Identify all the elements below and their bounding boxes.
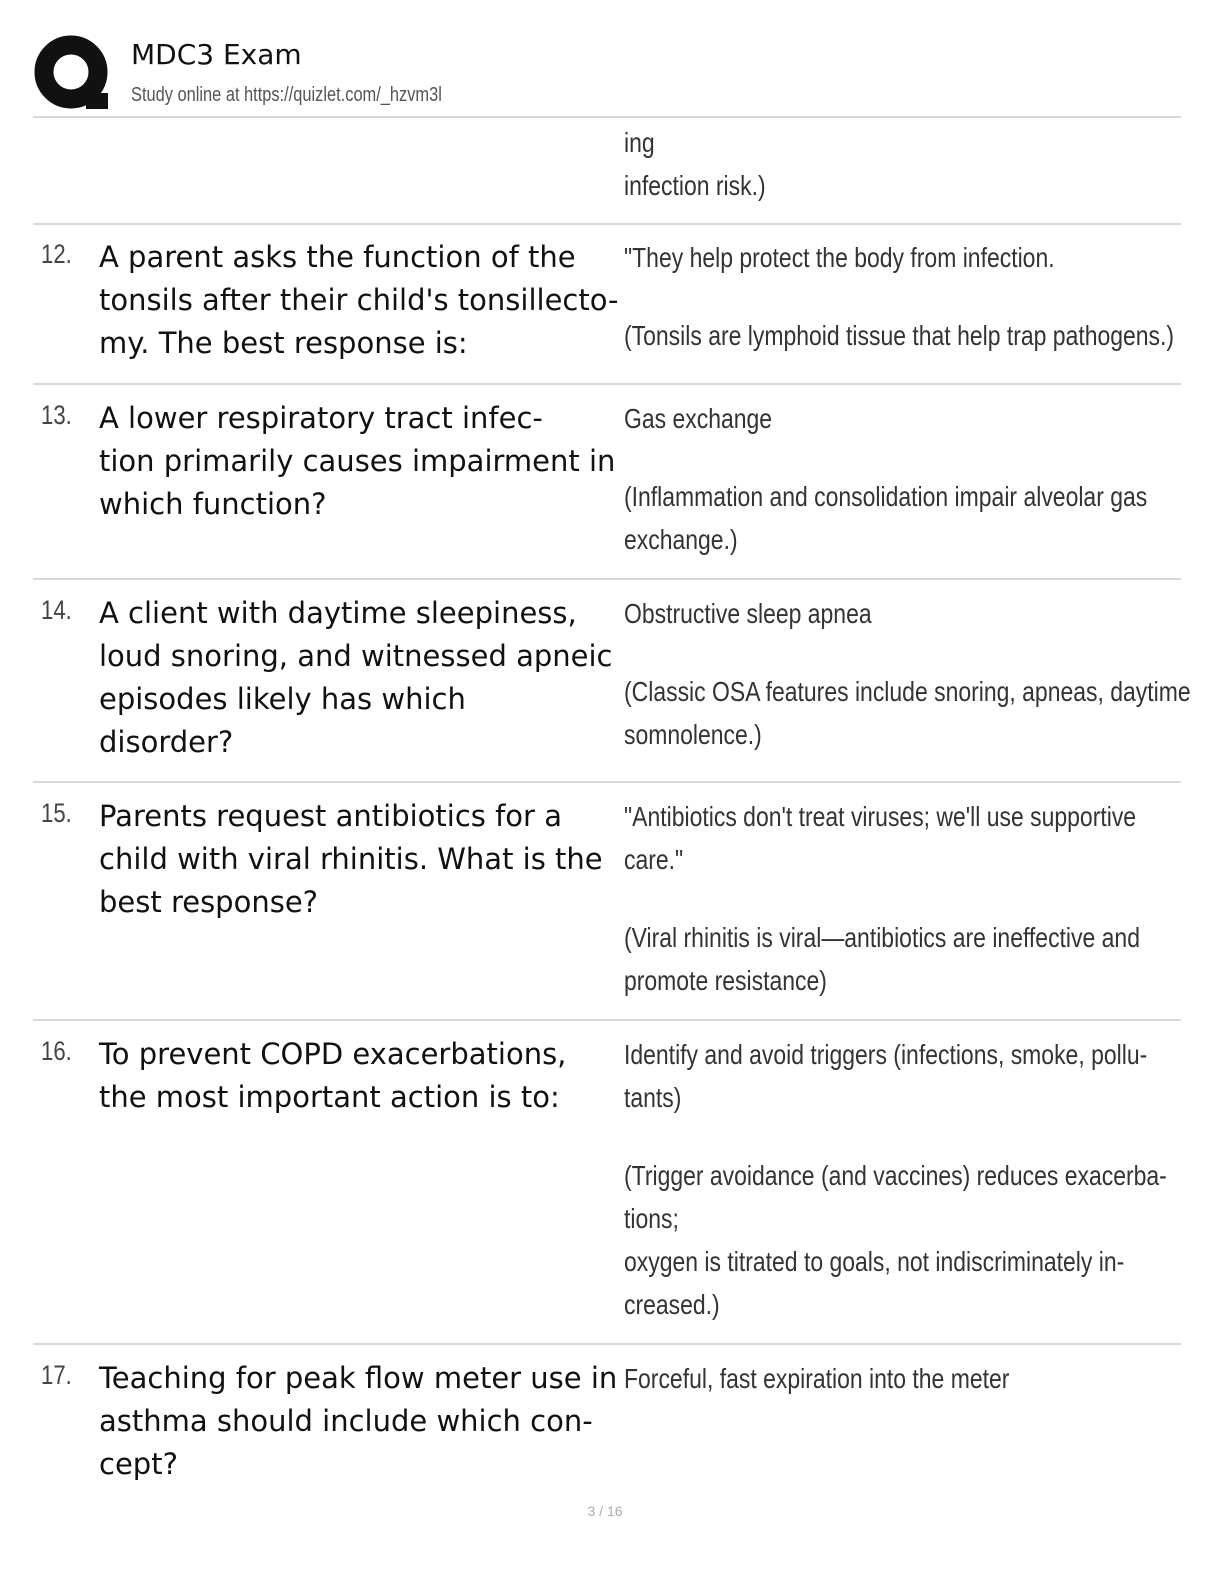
card-answer <box>624 397 1148 561</box>
card-number: 17. <box>41 1360 72 1390</box>
answer-line: Obstructive sleep apnea <box>624 598 872 629</box>
question-line: best response? <box>99 885 319 919</box>
card-number: 15. <box>41 798 72 828</box>
answer-line: (Viral rhinitis is viral—antibiotics are ineffective and <box>624 922 1140 953</box>
answer-line: Forceful, fast expiration into the meter <box>624 1363 1010 1394</box>
card-question <box>99 397 619 526</box>
card-question <box>99 795 619 924</box>
card-divider <box>33 578 1181 580</box>
question-line: episodes likely has which <box>99 682 466 716</box>
answer-line: Identify and avoid triggers (infections, smoke, pollu- <box>624 1039 1148 1070</box>
card-question <box>99 1033 619 1119</box>
question-line: my. The best response is: <box>99 326 468 360</box>
question-line: loud snoring, and witnessed apneic <box>99 639 613 673</box>
page-header <box>34 32 1184 116</box>
answer-line: tions; <box>624 1203 679 1234</box>
answer-line: "Antibiotics don't treat viruses; we'll use supportive <box>624 801 1137 832</box>
question-line: Parents request antibiotics for a <box>99 799 562 833</box>
card-answer <box>624 236 1175 357</box>
question-line: the most important action is to: <box>99 1080 560 1114</box>
question-line: A lower respiratory tract infec- <box>99 401 543 435</box>
question-line: Teaching for peak flow meter use in <box>99 1361 618 1395</box>
continued-answer <box>624 121 1116 207</box>
question-line: asthma should include which con- <box>99 1404 593 1438</box>
answer-line: tants) <box>624 1082 682 1113</box>
answer-line: creased.) <box>624 1289 720 1320</box>
page-number: 3 / 16 <box>587 1503 623 1519</box>
card-divider <box>33 1019 1181 1021</box>
question-line: child with viral rhinitis. What is the <box>99 842 603 876</box>
answer-line: oxygen is titrated to goals, not indiscriminately in- <box>624 1246 1125 1277</box>
answer-line: care." <box>624 844 684 875</box>
answer-line: (Trigger avoidance (and vaccines) reduces exacerba- <box>624 1160 1167 1191</box>
card-question <box>99 592 619 764</box>
card-answer <box>624 1357 1116 1400</box>
card-number: 13. <box>41 400 72 430</box>
card-answer <box>624 592 1191 756</box>
card-divider <box>33 383 1181 385</box>
answer-line: exchange.) <box>624 524 738 555</box>
card-divider <box>33 223 1181 225</box>
continued-answer-line: ing <box>624 127 655 158</box>
card-question <box>99 1357 619 1486</box>
question-line: A parent asks the function of the <box>99 240 576 274</box>
card-question <box>99 236 619 365</box>
answer-line: (Classic OSA features include snoring, apneas, daytime <box>624 676 1191 707</box>
question-line: To prevent COPD exacerbations, <box>99 1037 567 1071</box>
answer-line: (Tonsils are lymphoid tissue that help trap pathogens.) <box>624 320 1175 351</box>
card-divider <box>33 781 1181 783</box>
card-answer <box>624 1033 1167 1326</box>
study-online-link[interactable]: Study online at https://quizlet.com/_hzvm3l <box>131 84 442 106</box>
question-line: A client with daytime sleepiness, <box>99 596 577 630</box>
continued-answer-line: infection risk.) <box>624 170 766 201</box>
quizlet-logo-icon <box>34 35 112 113</box>
card-number: 14. <box>41 595 72 625</box>
answer-line: (Inflammation and consolidation impair alveolar gas <box>624 481 1148 512</box>
answer-line: promote resistance) <box>624 965 827 996</box>
card-answer <box>624 795 1140 1002</box>
question-line: tonsils after their child's tonsillecto- <box>99 283 619 317</box>
question-line: which function? <box>99 487 327 521</box>
question-line: tion primarily causes impairment in <box>99 444 616 478</box>
document-title: MDC3 Exam <box>131 38 302 71</box>
card-number: 16. <box>41 1036 72 1066</box>
answer-line: "They help protect the body from infection. <box>624 242 1055 273</box>
card-number: 12. <box>41 239 72 269</box>
answer-line: Gas exchange <box>624 403 773 434</box>
header-divider <box>33 116 1181 118</box>
question-line: disorder? <box>99 725 234 759</box>
answer-line: somnolence.) <box>624 719 762 750</box>
card-divider <box>33 1343 1181 1345</box>
question-line: cept? <box>99 1447 178 1481</box>
